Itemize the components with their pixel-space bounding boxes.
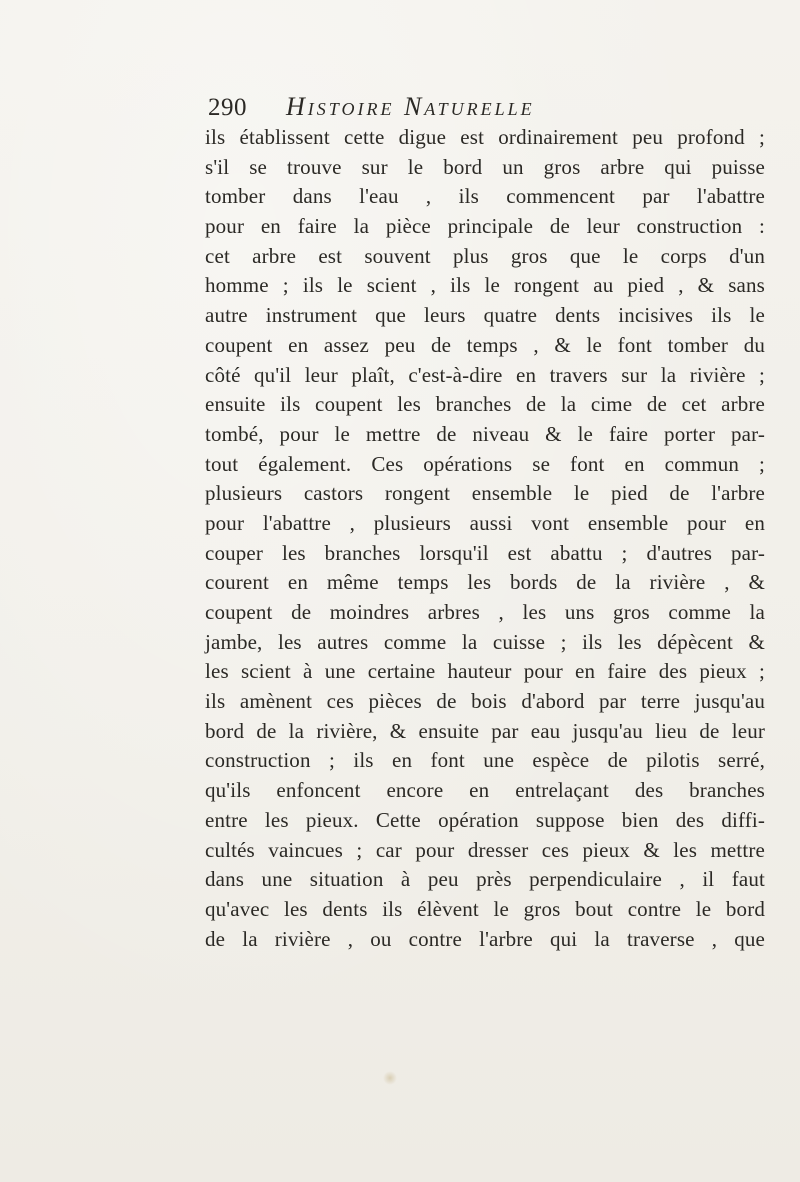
body-text — [205, 123, 765, 954]
page-number: 290 — [208, 94, 247, 121]
text-line: qu'avec les dents ils élèvent le gros bout contre le bord — [205, 896, 765, 921]
running-title — [286, 92, 535, 122]
text-line: bord de la rivière, & ensuite par eau jusqu'au lieu de leur — [205, 718, 765, 743]
text-line: cultés vaincues ; car pour dresser ces pieux & les mettre — [205, 837, 765, 862]
text-line: côté qu'il leur plaît, c'est-à-dire en travers sur la rivière ; — [205, 362, 765, 387]
running-title-text: Histoire Naturelle — [286, 92, 535, 121]
text-line: construction ; ils en font une espèce de pilotis serré, — [205, 748, 765, 773]
text-line: tomber dans l'eau , ils commencent par l'abattre — [205, 184, 765, 209]
text-line: s'il se trouve sur le bord un gros arbre qui puisse — [205, 154, 765, 179]
text-line: courent en même temps les bords de la rivière , & — [205, 570, 765, 595]
text-line: homme ; ils le scient , ils le rongent au pied , & sans — [205, 273, 765, 298]
text-line: jambe, les autres comme la cuisse ; ils les dépècent & — [205, 629, 765, 654]
text-line: de la rivière , ou contre l'arbre qui la traverse , que — [205, 926, 765, 951]
text-line: ils établissent cette digue est ordinairement peu profond ; — [205, 125, 765, 149]
text-line: tombé, pour le mettre de niveau & le faire porter par- — [205, 421, 765, 446]
text-line: dans une situation à peu près perpendiculaire , il faut — [205, 867, 765, 892]
text-line: entre les pieux. Cette opération suppose bien des diffi- — [205, 807, 765, 832]
text-line: les scient à une certaine hauteur pour en faire des pieux ; — [205, 659, 765, 684]
text-line: tout également. Ces opérations se font en commun ; — [205, 451, 765, 476]
text-line: ensuite ils coupent les branches de la cime de cet arbre — [205, 392, 765, 417]
text-line: pour l'abattre , plusieurs aussi vont ensemble pour en — [205, 510, 765, 535]
text-line: qu'ils enfoncent encore en entrelaçant des branches — [205, 778, 765, 803]
paper-stain — [383, 1071, 397, 1085]
text-line: coupent en assez peu de temps , & le font tomber du — [205, 332, 765, 357]
text-line: ils amènent ces pièces de bois d'abord par terre jusqu'au — [205, 689, 765, 714]
text-line: pour en faire la pièce principale de leur construction : — [205, 214, 765, 239]
text-line: coupent de moindres arbres , les uns gros comme la — [205, 600, 765, 624]
text-line: plusieurs castors rongent ensemble le pied de l'arbre — [205, 481, 765, 506]
text-line: autre instrument que leurs quatre dents incisives ils le — [205, 303, 765, 328]
text-line: couper les branches lorsqu'il est abattu ; d'autres par- — [205, 540, 765, 565]
text-line: cet arbre est souvent plus gros que le corps d'un — [205, 243, 765, 268]
